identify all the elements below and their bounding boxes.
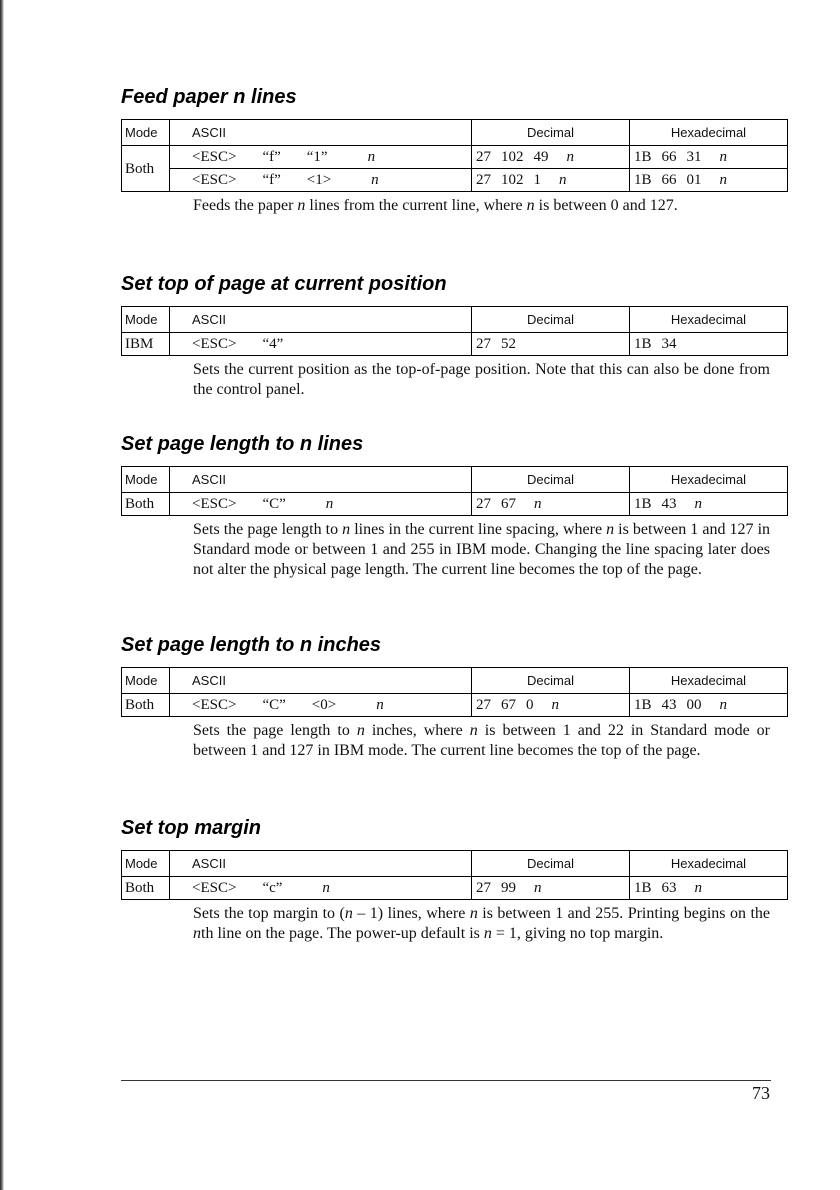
ascii-token: n: [322, 880, 330, 896]
ascii-token: n: [325, 496, 334, 512]
table-row: [122, 694, 788, 717]
section-title: Set page length to n inches: [121, 634, 382, 656]
hex-token: 00: [686, 697, 702, 713]
header-ascii: ASCII: [170, 120, 472, 146]
decimal-cell: [472, 877, 630, 900]
hex-token: 66: [661, 172, 677, 188]
command-section: [121, 430, 771, 580]
ascii-token: <ESC>: [192, 149, 237, 165]
ascii-token: “f”: [262, 172, 281, 188]
decimal-cell: [472, 333, 630, 356]
header-decimal: Decimal: [472, 851, 630, 877]
table-row: [122, 333, 788, 356]
mode-cell: Both: [122, 493, 170, 516]
decimal-token: n: [559, 172, 567, 188]
header-mode: Mode: [122, 668, 170, 694]
page-number: 73: [752, 1083, 770, 1103]
ascii-token: <ESC>: [192, 880, 237, 896]
decimal-token: 67: [501, 496, 516, 512]
header-hex: Hexadecimal: [630, 120, 788, 146]
decimal-cell: [472, 493, 630, 516]
command-table: [121, 119, 788, 192]
header-ascii: ASCII: [170, 668, 472, 694]
section-description: Sets the top margin to (n – 1) lines, where n is between 1 and 255. Printing begins on the nth line on the page. The power-up default is n = 1, giving no top margin.: [193, 905, 770, 942]
hex-cell: [630, 333, 788, 356]
decimal-token: n: [566, 149, 574, 165]
command-table: [121, 306, 788, 356]
hex-token: 34: [661, 336, 677, 352]
decimal-token: n: [551, 697, 559, 713]
decimal-token: 102: [501, 172, 524, 188]
command-table: [121, 850, 788, 900]
ascii-token: “C”: [262, 496, 286, 512]
section-title: Set top of page at current position: [121, 273, 447, 295]
header-hex: Hexadecimal: [630, 851, 788, 877]
hex-token: n: [694, 496, 703, 512]
table-header-row: [122, 851, 788, 877]
table-row: [122, 877, 788, 900]
decimal-token: 27: [476, 149, 491, 165]
decimal-token: 49: [533, 149, 549, 165]
ascii-cell: [170, 877, 472, 900]
decimal-token: 27: [476, 336, 491, 352]
table-row: [122, 169, 788, 192]
header-hex: Hexadecimal: [630, 668, 788, 694]
decimal-token: 102: [501, 149, 524, 165]
ascii-cell: [170, 333, 472, 356]
hex-token: 1B: [634, 697, 652, 713]
hex-token: 1B: [634, 172, 652, 188]
header-mode: Mode: [122, 120, 170, 146]
ascii-cell: [170, 169, 472, 192]
header-decimal: Decimal: [472, 307, 630, 333]
table-header-row: [122, 307, 788, 333]
mode-cell: Both: [122, 877, 170, 900]
decimal-token: 27: [476, 697, 491, 713]
header-decimal: Decimal: [472, 120, 630, 146]
hex-token: 1B: [634, 336, 652, 352]
command-table: [121, 466, 788, 516]
header-decimal: Decimal: [472, 668, 630, 694]
hex-token: 43: [661, 697, 677, 713]
page-binding-edge: [0, 0, 4, 1190]
section-description: Sets the page length to n inches, where n is between 1 and 22 in Standard mode or between 1 and 127 in IBM mode. The current line becomes the top of the page.: [193, 722, 770, 759]
command-table: [121, 667, 788, 717]
header-decimal: Decimal: [472, 467, 630, 493]
section-description: Sets the page length to n lines in the current line spacing, where n is between 1 and 127 in Standard mode or between 1 and 255 in IBM mode. Changing the line spacing later does not alter the physical page length. The current line becomes the top of the page.: [193, 521, 771, 578]
hex-cell: [630, 169, 788, 192]
table-row: [122, 146, 788, 169]
decimal-cell: [472, 694, 630, 717]
command-section: [121, 83, 771, 216]
decimal-token: 1: [533, 172, 541, 188]
section-description: Sets the current position as the top-of-page position. Note that this can also be done from the control panel.: [193, 361, 770, 398]
ascii-cell: [170, 146, 472, 169]
hex-token: 1B: [634, 496, 652, 512]
ascii-token: <ESC>: [192, 496, 237, 512]
decimal-token: 0: [526, 697, 534, 713]
section-description: Feeds the paper n lines from the current line, where n is between 0 and 127.: [193, 197, 678, 214]
section-title: Set top margin: [121, 817, 262, 839]
table-header-row: [122, 467, 788, 493]
hex-token: n: [694, 880, 703, 896]
decimal-token: n: [534, 880, 542, 896]
ascii-token: <ESC>: [192, 697, 237, 713]
ascii-token: “c”: [262, 880, 283, 896]
decimal-token: 27: [476, 172, 491, 188]
hex-token: 31: [686, 149, 702, 165]
ascii-token: <1>: [306, 172, 332, 188]
hex-token: n: [719, 149, 728, 165]
header-ascii: ASCII: [170, 307, 472, 333]
decimal-token: n: [534, 496, 542, 512]
hex-token: 1B: [634, 880, 652, 896]
ascii-cell: [170, 493, 472, 516]
table-row: [122, 493, 788, 516]
hex-cell: [630, 694, 788, 717]
decimal-token: 99: [501, 880, 516, 896]
command-section: [121, 814, 771, 944]
ascii-token: n: [371, 172, 379, 188]
ascii-token: n: [376, 697, 384, 713]
hex-token: 1B: [634, 149, 652, 165]
section-title: Feed paper n lines: [121, 86, 297, 108]
section-title: Set page length to n lines: [121, 433, 364, 455]
decimal-token: 67: [501, 697, 516, 713]
hex-token: 66: [661, 149, 677, 165]
table-header-row: [122, 120, 788, 146]
ascii-token: <ESC>: [192, 172, 237, 188]
mode-cell: Both: [122, 694, 170, 717]
ascii-cell: [170, 694, 472, 717]
ascii-token: “4”: [262, 336, 284, 352]
header-hex: Hexadecimal: [630, 307, 788, 333]
header-ascii: ASCII: [170, 851, 472, 877]
hex-cell: [630, 877, 788, 900]
mode-cell: IBM: [122, 333, 170, 356]
header-mode: Mode: [122, 467, 170, 493]
hex-cell: [630, 493, 788, 516]
table-header-row: [122, 668, 788, 694]
decimal-token: 52: [501, 336, 516, 352]
header-ascii: ASCII: [170, 467, 472, 493]
hex-token: n: [719, 697, 728, 713]
ascii-token: “f”: [262, 149, 281, 165]
command-section: [121, 270, 771, 400]
decimal-token: 27: [476, 880, 491, 896]
decimal-cell: [472, 169, 630, 192]
ascii-token: “1”: [306, 149, 328, 165]
decimal-token: 27: [476, 496, 491, 512]
hex-token: n: [719, 172, 728, 188]
command-section: [121, 631, 771, 761]
hex-token: 63: [661, 880, 677, 896]
mode-cell: Both: [122, 146, 170, 192]
header-hex: Hexadecimal: [630, 467, 788, 493]
ascii-token: “C”: [262, 697, 286, 713]
decimal-cell: [472, 146, 630, 169]
ascii-token: <0>: [311, 697, 337, 713]
ascii-token: <ESC>: [192, 336, 237, 352]
hex-token: 01: [686, 172, 702, 188]
footer-rule: [121, 1080, 771, 1081]
header-mode: Mode: [122, 307, 170, 333]
hex-cell: [630, 146, 788, 169]
ascii-token: n: [367, 149, 376, 165]
header-mode: Mode: [122, 851, 170, 877]
hex-token: 43: [661, 496, 677, 512]
